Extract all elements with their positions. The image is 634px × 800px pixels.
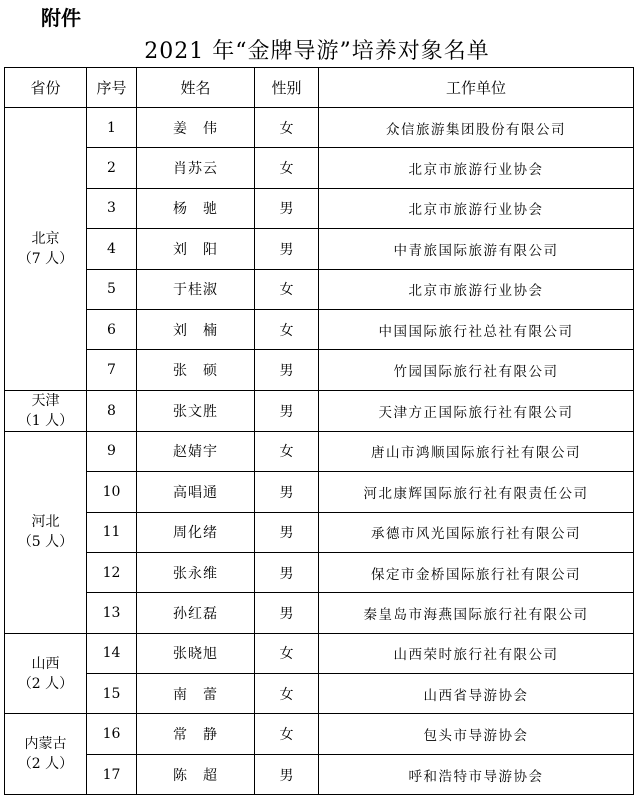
sex-cell: 女 — [255, 714, 319, 754]
table-row — [5, 390, 634, 431]
name-cell: 陈 超 — [137, 754, 255, 794]
province-name: 北京 — [31, 230, 60, 247]
header-number: 序号 — [87, 68, 137, 108]
table-row — [5, 552, 634, 592]
name-cell: 杨 驰 — [137, 188, 255, 228]
number-cell: 7 — [87, 350, 137, 390]
number-cell: 15 — [87, 674, 137, 714]
header-sex: 性别 — [255, 68, 319, 108]
table-row — [5, 754, 634, 794]
sex-cell: 女 — [255, 674, 319, 714]
table-row — [5, 633, 634, 673]
sex-cell: 男 — [255, 512, 319, 552]
header-province: 省份 — [5, 68, 87, 108]
sex-cell: 女 — [255, 269, 319, 309]
name-cell: 赵婧宇 — [137, 431, 255, 471]
sex-cell: 男 — [255, 390, 319, 431]
name-cell: 肖苏云 — [137, 148, 255, 188]
work-unit-cell: 众信旅游集团股份有限公司 — [319, 108, 634, 148]
province-cell — [5, 390, 87, 431]
name-cell: 张 硕 — [137, 350, 255, 390]
name-cell: 常 静 — [137, 714, 255, 754]
table-row — [5, 309, 634, 349]
work-unit-cell: 北京市旅游行业协会 — [319, 269, 634, 309]
name-cell: 张晓旭 — [137, 633, 255, 673]
attachment-label: 附件 — [41, 6, 81, 30]
name-cell: 高唱通 — [137, 472, 255, 512]
work-unit-cell: 山西省导游协会 — [319, 674, 634, 714]
table-row — [5, 350, 634, 390]
province-cell — [5, 431, 87, 633]
work-unit-cell: 保定市金桥国际旅行社有限公司 — [319, 552, 634, 592]
work-unit-cell: 包头市导游协会 — [319, 714, 634, 754]
province-name: 内蒙古 — [24, 736, 67, 753]
sex-cell: 女 — [255, 148, 319, 188]
table-row — [5, 593, 634, 633]
sex-cell: 男 — [255, 350, 319, 390]
name-cell: 孙红磊 — [137, 593, 255, 633]
table-row — [5, 188, 634, 228]
work-unit-cell: 承德市风光国际旅行社有限公司 — [319, 512, 634, 552]
name-cell: 张永维 — [137, 552, 255, 592]
work-unit-cell: 竹园国际旅行社有限公司 — [319, 350, 634, 390]
table-row — [5, 714, 634, 754]
name-cell: 姜 伟 — [137, 108, 255, 148]
sex-cell: 男 — [255, 229, 319, 269]
sex-cell: 男 — [255, 472, 319, 512]
province-name: 山西 — [31, 655, 60, 672]
work-unit-cell: 唐山市鸿顺国际旅行社有限公司 — [319, 431, 634, 471]
number-cell: 17 — [87, 754, 137, 794]
number-cell: 16 — [87, 714, 137, 754]
province-count: （2 人） — [17, 756, 74, 773]
trainee-table — [4, 67, 634, 795]
sex-cell: 女 — [255, 633, 319, 673]
number-cell: 13 — [87, 593, 137, 633]
province-cell — [5, 108, 87, 391]
sex-cell: 男 — [255, 593, 319, 633]
sex-cell: 女 — [255, 431, 319, 471]
number-cell: 8 — [87, 390, 137, 431]
province-count: （1 人） — [17, 412, 74, 429]
work-unit-cell: 山西荣时旅行社有限公司 — [319, 633, 634, 673]
province-count: （2 人） — [17, 675, 74, 692]
number-cell: 12 — [87, 552, 137, 592]
number-cell: 9 — [87, 431, 137, 471]
work-unit-cell: 河北康辉国际旅行社有限责任公司 — [319, 472, 634, 512]
province-count: （5 人） — [17, 534, 74, 551]
sex-cell: 男 — [255, 188, 319, 228]
table-row — [5, 431, 634, 471]
name-cell: 刘 阳 — [137, 229, 255, 269]
table-row — [5, 472, 634, 512]
table-row — [5, 148, 634, 188]
name-cell: 南 蕾 — [137, 674, 255, 714]
table-body — [5, 108, 634, 795]
number-cell: 1 — [87, 108, 137, 148]
table-header-row — [5, 68, 634, 108]
work-unit-cell: 呼和浩特市导游协会 — [319, 754, 634, 794]
number-cell: 10 — [87, 472, 137, 512]
header-work-unit: 工作单位 — [319, 68, 634, 108]
sex-cell: 男 — [255, 754, 319, 794]
work-unit-cell: 北京市旅游行业协会 — [319, 148, 634, 188]
number-cell: 14 — [87, 633, 137, 673]
number-cell: 3 — [87, 188, 137, 228]
number-cell: 11 — [87, 512, 137, 552]
province-count: （7 人） — [17, 250, 74, 267]
work-unit-cell: 天津方正国际旅行社有限公司 — [319, 390, 634, 431]
work-unit-cell: 北京市旅游行业协会 — [319, 188, 634, 228]
number-cell: 4 — [87, 229, 137, 269]
table-row — [5, 674, 634, 714]
name-cell: 周化绪 — [137, 512, 255, 552]
work-unit-cell: 中青旅国际旅游有限公司 — [319, 229, 634, 269]
document-title: 2021 年“金牌导游”培养对象名单 — [144, 39, 490, 64]
province-cell — [5, 714, 87, 795]
number-cell: 5 — [87, 269, 137, 309]
province-cell — [5, 633, 87, 714]
number-cell: 6 — [87, 309, 137, 349]
province-name: 河北 — [31, 514, 60, 531]
sex-cell: 女 — [255, 309, 319, 349]
table-row — [5, 512, 634, 552]
name-cell: 刘 楠 — [137, 309, 255, 349]
header-name: 姓名 — [137, 68, 255, 108]
table-row — [5, 229, 634, 269]
number-cell: 2 — [87, 148, 137, 188]
work-unit-cell: 中国国际旅行社总社有限公司 — [319, 309, 634, 349]
name-cell: 于桂淑 — [137, 269, 255, 309]
table-row — [5, 108, 634, 148]
sex-cell: 女 — [255, 108, 319, 148]
work-unit-cell: 秦皇岛市海燕国际旅行社有限公司 — [319, 593, 634, 633]
province-name: 天津 — [31, 392, 60, 409]
name-cell: 张文胜 — [137, 390, 255, 431]
sex-cell: 男 — [255, 552, 319, 592]
table-row — [5, 269, 634, 309]
